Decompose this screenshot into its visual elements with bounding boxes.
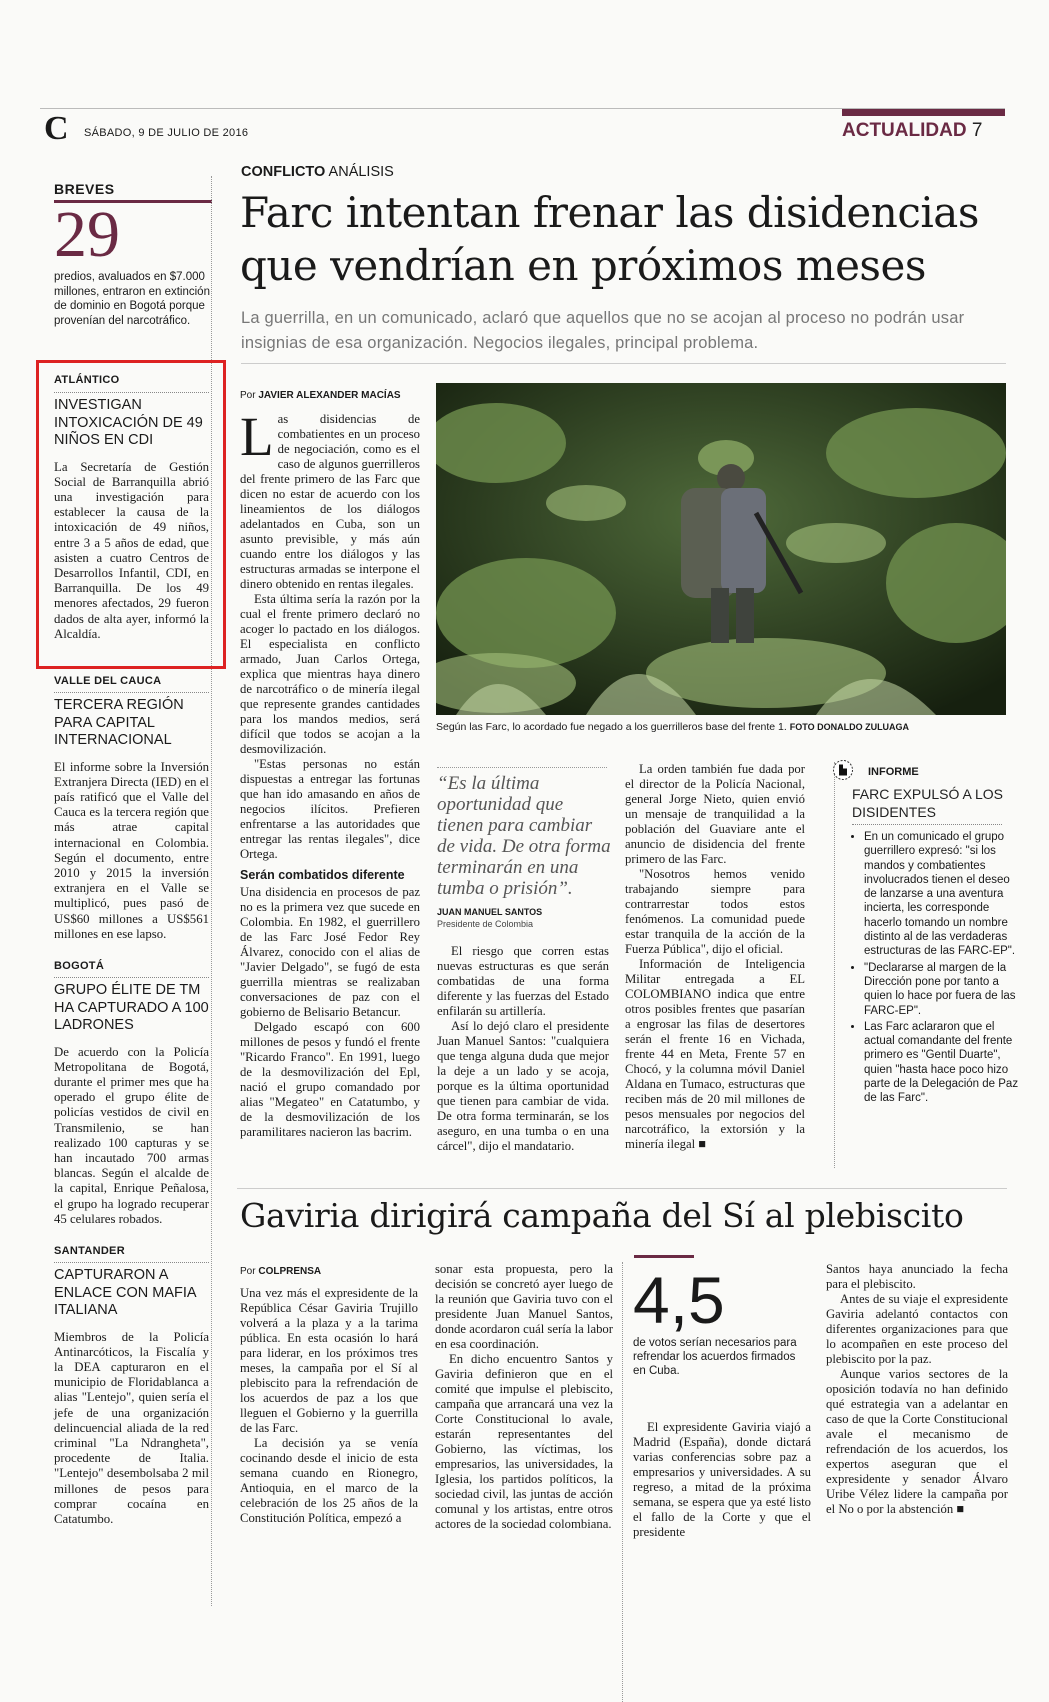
divider bbox=[54, 977, 209, 978]
big-figure-text: de votos serían necesarios para refrendar los acuerdos firmados en Cuba. bbox=[633, 1337, 797, 1377]
brief-body: De acuerdo con la Policía Metropolitana de Bogotá, durante el primer mes que ha operado el grupo élite de policías vestidos de civil en Transmilenio, se han realizado 100 capturas y se han incautado 700 armas blancas. Según el alcalde de la capital, Enrique Peñalosa, el grupo ha logrado recuperar 45 celulares robados. bbox=[54, 1044, 209, 1226]
brief-body: La Secretaría de Gestión Social de Barranquilla abrió una investigación para establecer la causa de la intoxicación de 49 niños, entre 3 a 5 años de edad, que asisten a cuatro Centros de Desarrollos Infantil, CDI, en Barranquilla. De los 49 menores afectados, 29 fueron dados de alta ayer, informó la Alcaldía. bbox=[54, 459, 209, 641]
brief-santander bbox=[54, 1245, 209, 1527]
brief-valle bbox=[54, 675, 209, 942]
paragraph: Una vez más el expresidente de la República César Gaviria Trujillo volverá a la plaza y a la tarima pública. En esta ocasión lo hará para liderar, en los próximos tres meses, la campaña por el Sí al plebiscito para la refrendación de los acuerdos de paz a los que lleguen el Gobierno y la guerrilla de las Farc. bbox=[240, 1286, 418, 1435]
section-color-bar bbox=[842, 109, 1005, 116]
paragraph: Esta última sería la razón por la cual el frente primero declaró no acoger lo pactado en los diálogos. El especialista en conflicto armado, Juan Carlos Ortega, explica que mientras haya dinero de narcotráfico o de minería ilegal que represente grandes cantidades para los mandos medios, será difícil que todos se acojan a la desmovilización. bbox=[240, 592, 420, 756]
brief-body: El informe sobre la Inversión Extranjera Directa (IED) en el país ratificó que el Valle del Cauca es la tercera región que más atrae capital internacional en Colombia. Según el documento, entre 2010 y 2015 la inversión extranjera en el Valle se multiplicó, pues pasó de US$60 millones a US$561 millones en ese lapso. bbox=[54, 759, 209, 941]
list-item: • Las Farc aclararon que el actual comandante del frente primero es "Gentil Duarte", quien "hasta hace poco hizo parte de la Delegación de Paz de las Farc". bbox=[864, 1020, 1024, 1106]
article2-column-1 bbox=[240, 1286, 418, 1526]
paragraph: El riesgo que corren estas nuevas estructuras es que serán combatidas de una forma diferente y las fuerzas del Estado enfilarán su artillería. bbox=[437, 944, 609, 1018]
paragraph: as disidencias de combatientes en un proceso de negociación, como es el caso de algunos guerrilleros del frente primero de las Farc que dicen no estar de acuerdo con los lineamientos de los diálogos adelantados en Cuba, son un asunto previsible, y más aún cuando entre los diálogos y las estructuras armadas se interpone el dinero obtenido en rentas ilegales. bbox=[240, 412, 420, 591]
byline-author: COLPRENSA bbox=[258, 1266, 322, 1277]
brief-bogota bbox=[54, 960, 209, 1227]
divider bbox=[54, 392, 209, 393]
article-column-1 bbox=[240, 406, 420, 1140]
informe-label: INFORME bbox=[868, 766, 919, 778]
quote-divider bbox=[437, 767, 607, 768]
big-figure: 4,5 bbox=[633, 1263, 725, 1337]
brief-region: ATLÁNTICO bbox=[54, 374, 120, 386]
article-column-3 bbox=[625, 762, 805, 1152]
article-deck: La guerrilla, en un comunicado, aclaró que aquellos que no se acojan al proceso no podrán usar insignias de esa organización. Negocios ilegales, principal problema. bbox=[241, 309, 965, 352]
kicker-type: ANÁLISIS bbox=[328, 164, 394, 180]
quote-role: Presidente de Colombia bbox=[437, 919, 534, 929]
paragraph: La orden también fue dada por el director de la Policía Nacional, general Jorge Nieto, quien envió un mensaje de tranquilidad a la población del Guaviare ante el anuncio de disidencia del frente primero de las Farc. bbox=[625, 762, 805, 866]
paragraph: Así lo dejó claro el presidente Juan Manuel Santos: "cualquiera que tenga alguna duda que mejor la deje a un lado y se acoja, porque es la última oportunidad que tienen para cambiar de vida. De otra forma terminarán, se los aseguro, en una tumba o en una cárcel", dijo el mandatario. bbox=[437, 1019, 609, 1153]
paragraph: Información de Inteligencia Militar entregada a EL COLOMBIANO indica que entre otros posibles frentes que pasarían a engrosar las filas de desertores serán el frente 16 en Vichada, frente 44 en Meta, Frente 57 en Chocó, y la columna móvil Daniel Aldana en Tumaco, estructuras que reciben más de 20 mil millones de pesos mensuales por negocios del narcotráfico, la extorsión y la minería ilegal ■ bbox=[625, 957, 805, 1151]
section-name: ACTUALIDAD bbox=[842, 120, 967, 141]
deck-rule bbox=[241, 363, 1006, 364]
paragraph: El expresidente Gaviria viajó a Madrid (España), donde dictará varias conferencias sobre paz a empresarios y universidades. A su regreso, a mitad de la próxima semana, se espera que ya esté listo el fallo de la Corte y que el presidente bbox=[633, 1420, 811, 1539]
breves-text: predios, avaluados en $7.000 millones, entraron en extinción de dominio en Bogotá porque provenían del narcotráfico. bbox=[54, 271, 210, 327]
paragraph: "Estas personas no están dispuestas a entregar las fortunas que han ido amasando en años de negocios ilícitos. Prefieren enfrentarse a las autoridades que entregar las rentas ilegales", dice Ortega. bbox=[240, 757, 420, 861]
figure-rule bbox=[634, 1255, 694, 1258]
paragraph: Aunque varios sectores de la oposición todavía no han definido qué estrategia van a adelantar en caso de que la Corte Constitucional avale el mecanismo de refrendación de los acuerdos, los expertos aseguran que el expresidente y senador Álvaro Uribe Vélez lidere la campaña por el No o por la abstención ■ bbox=[826, 1367, 1008, 1516]
subhead: Serán combatidos diferente bbox=[240, 868, 405, 882]
jungle-photo-illustration bbox=[436, 383, 1006, 715]
article-rule bbox=[237, 1188, 1007, 1189]
article-photo bbox=[436, 383, 1006, 715]
byline-prefix: Por bbox=[240, 390, 256, 401]
article-byline bbox=[240, 1266, 321, 1277]
brief-title: GRUPO ÉLITE DE TM HA CAPTURADO A 100 LADRONES bbox=[54, 982, 209, 1033]
column-divider bbox=[834, 762, 835, 1168]
paragraph: sonar esta propuesta, pero la decisión se concretó ayer luego de la reunión que Gaviria tuvo con el presidente Juan Manuel Santos, donde acordaron cuál sería la labor en esa coordinación. bbox=[435, 1262, 613, 1351]
paragraph: Delgado escapó con 600 millones de pesos y fundó el frente "Ricardo Franco". En 1991, luego de la desmovilización del Epl, nació el grupo comandado por alias "Megateo" en Catatumbo, y de la desmovilización de los paramilitares nacieron las bacrim. bbox=[240, 1020, 420, 1139]
paragraph: En dicho encuentro Santos y Gaviria definieron que en el comité que impulse el plebiscito, campaña que arrancará una vez la Corte Constitucional lo avale, estarán representantes del Gobierno, las víctimas, los empresarios, las universidades, la Iglesia, los partidos políticos, la sociedad civil, las juntas de acción comunal y los artistas, entre otros actores de la sociedad colombiana. bbox=[435, 1352, 613, 1531]
list-item: • "Declararse al margen de la Dirección pone por tanto a quien lo hace por fuera de las FARC-EP". bbox=[864, 961, 1024, 1018]
article2-column-2 bbox=[435, 1262, 613, 1532]
paragraph: Santos haya anunciado la fecha para el plebiscito. bbox=[826, 1262, 1008, 1291]
paragraph: La decisión ya se venía cocinando desde el inicio de esta semana cuando en Rionegro, Antioquia, en el marco de la celebración de los 25 años de la Constitución Política, empezó a bbox=[240, 1436, 418, 1525]
quote-author: JUAN MANUEL SANTOS bbox=[437, 907, 543, 917]
article-byline bbox=[240, 390, 401, 401]
section-label bbox=[842, 120, 982, 142]
brief-region: SANTANDER bbox=[54, 1245, 125, 1257]
brief-body: Miembros de la Policía Antinarcóticos, la Fiscalía y la DEA capturaron en el municipio de Floridablanca a alias "Lentejo", quien sería el jefe de una organización delincuencial aliada de la red criminal "La Ndrangheta", procedente de Italia. "Lentejo" desembolsaba 2 mil millones de pesos para comprar cocaína en Catatumbo. bbox=[54, 1329, 209, 1526]
divider bbox=[852, 824, 1002, 825]
byline-prefix: Por bbox=[240, 1266, 256, 1277]
publication-date: SÁBADO, 9 DE JULIO DE 2016 bbox=[84, 127, 249, 139]
brief-title: INVESTIGAN INTOXICACIÓN DE 49 NIÑOS EN CDI bbox=[54, 397, 203, 448]
newspaper-logo: C bbox=[44, 110, 69, 147]
brief-atlantico bbox=[54, 374, 209, 642]
article-column-2 bbox=[437, 944, 609, 1154]
page-number: 7 bbox=[971, 120, 983, 141]
brief-region: VALLE DEL CAUCA bbox=[54, 675, 162, 687]
informe-list bbox=[852, 830, 1024, 1108]
article-headline: Farc intentan frenar las disidencias que vendrían en próximos meses bbox=[240, 188, 979, 290]
brief-title: TERCERA REGIÓN PARA CAPITAL INTERNACIONAL bbox=[54, 697, 184, 748]
paragraph: "Nosotros hemos venido trabajando siempre para contrarrestar todos estos fenómenos. La comunidad puede estar tranquila de la acción de la Fuerza Pública", dijo el oficial. bbox=[625, 867, 805, 956]
article2-column-4 bbox=[826, 1262, 1008, 1517]
divider bbox=[54, 692, 209, 693]
list-item: • En un comunicado el grupo guerrillero expresó: "si los mandos y combatientes involucrados tienen el deseo de lanzarse a una aventura incierta, les corresponde hacerlo tomando un nombre distinto al de las verdaderas estructuras de las FARC-EP". bbox=[864, 830, 1024, 959]
article2-column-3 bbox=[633, 1420, 811, 1540]
dropcap: L bbox=[240, 406, 274, 467]
photo-credit: FOTO DONALDO ZULUAGA bbox=[789, 722, 910, 732]
informe-title: FARC EXPULSÓ A LOS DISIDENTES bbox=[852, 786, 1003, 820]
paragraph: Antes de su viaje el expresidente Gaviria adelantó contactos con diferentes organizaciones para que lo acompañen en este proceso del plebiscito por la paz. bbox=[826, 1292, 1008, 1366]
paragraph: Una disidencia en procesos de paz no es la primera vez que sucede en Colombia. En 1982, el guerrillero de las Farc José Fedor Rey Álvarez, conocido con el alias de "Javier Delgado", se fugó de esta guerrilla mientras se realizaban conversaciones de paz con el gobierno de Belisario Betancur. bbox=[240, 885, 420, 1019]
brief-title: CAPTURARON A ENLACE CON MAFIA ITALIANA bbox=[54, 1267, 196, 1318]
article-kicker bbox=[241, 164, 394, 180]
breves-label: BREVES bbox=[54, 181, 115, 197]
brief-region: BOGOTÁ bbox=[54, 960, 105, 972]
photo-caption bbox=[436, 721, 1006, 733]
kicker-topic: CONFLICTO bbox=[241, 164, 326, 180]
breves-number: 29 bbox=[54, 198, 120, 271]
byline-author: JAVIER ALEXANDER MACÍAS bbox=[258, 390, 401, 401]
document-icon bbox=[833, 760, 853, 784]
pull-quote: “Es la última oportunidad que tienen para cambiar de vida. De otra forma terminarán en una tumba o prisión”. bbox=[437, 773, 611, 899]
column-divider bbox=[622, 1262, 623, 1702]
divider bbox=[54, 1262, 209, 1263]
article-headline: Gaviria dirigirá campaña del Sí al plebiscito bbox=[240, 1196, 964, 1235]
caption-text: Según las Farc, lo acordado fue negado a los guerrilleros base del frente 1. bbox=[436, 721, 787, 733]
